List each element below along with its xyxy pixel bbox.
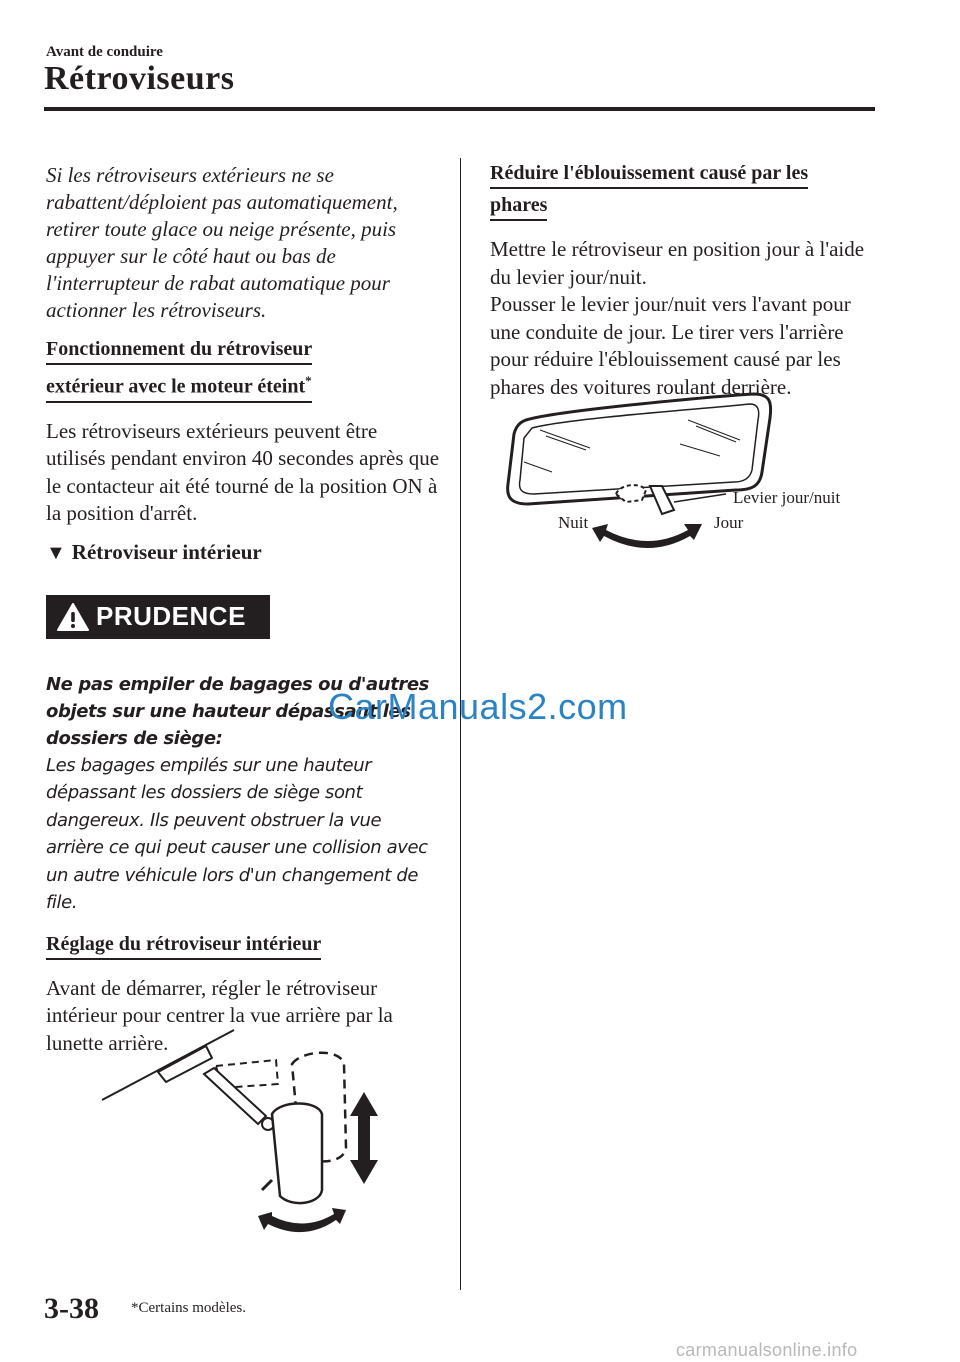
footnote: *Certains modèles. xyxy=(131,1300,246,1316)
watermark: CarManuals2.com xyxy=(328,686,628,727)
glare-paragraph-2: Pousser le levier jour/nuit vers l'avant pour une conduite de jour. Le tirer vers l'arrière pour réduire l'éblouissement causé par les phares des voitures roulant derrière. xyxy=(490,292,851,399)
page-number: 3-38 xyxy=(44,1292,99,1325)
engine-off-paragraph: Les rétroviseurs extérieurs peuvent être utilisés pendant environ 40 secondes après que le contacteur ait été tourné de la position ON à la position d'arrêt. xyxy=(46,418,440,526)
title-rule xyxy=(44,107,875,111)
engine-off-heading xyxy=(46,336,441,406)
section-label: Avant de conduire xyxy=(46,44,163,60)
lever-label: Levier jour/nuit xyxy=(733,488,841,507)
glare-heading-line2: phares xyxy=(490,192,547,221)
site-footer: carmanualsonline.info xyxy=(676,1340,858,1360)
caution-body: Les bagages empilés sur une hauteur dépassant les dossiers de siège sont dangereux. Ils peuvent obstruer la vue arrière ce qui peut causer une collision avec un autre véhicule lors d'un changement de file. xyxy=(46,754,428,914)
engine-off-heading-line2 xyxy=(46,368,312,403)
adjust-heading-block xyxy=(46,931,441,963)
night-label: Nuit xyxy=(558,513,589,532)
interior-mirror-heading-text: Rétroviseur intérieur xyxy=(71,539,262,564)
triangle-bullet-icon: ▼ xyxy=(46,541,66,564)
caution-title: Ne pas empiler de bagages ou d'autres objets sur une hauteur dépassant les dossiers de siège: xyxy=(46,673,429,749)
asterisk-marker: * xyxy=(305,373,312,388)
caution-banner xyxy=(46,595,270,639)
page-title: Rétroviseurs xyxy=(44,60,235,97)
engine-off-heading-text: extérieur avec le moteur éteint xyxy=(46,375,306,398)
engine-off-heading-line1: Fonctionnement du rétroviseur xyxy=(46,336,312,365)
interior-mirror-heading xyxy=(46,540,441,565)
caution-label: PRUDENCE xyxy=(96,601,246,632)
left-column xyxy=(46,162,441,1069)
glare-heading xyxy=(490,160,880,224)
day-label: Jour xyxy=(714,513,744,532)
warning-icon xyxy=(56,602,90,632)
glare-heading-line1: Réduire l'éblouissement causé par les xyxy=(490,160,808,189)
mirror-adjust-figure xyxy=(96,1028,386,1238)
adjust-heading: Réglage du rétroviseur intérieur xyxy=(46,931,321,960)
right-column xyxy=(490,160,880,413)
adjust-paragraph: Avant de démarrer, régler le rétroviseur intérieur pour centrer la vue arrière par la lunette arrière. xyxy=(46,975,393,1055)
glare-paragraph-1: Mettre le rétroviseur en position jour à l'aide du levier jour/nuit. xyxy=(490,237,865,289)
auto-fold-note: Si les rétroviseurs extérieurs ne se rabattent/déploient pas automatiquement, retirer toute glace ou neige présente, puis appuyer sur le côté haut ou bas de l'interrupteur de rabat automatique pour actionner les rétroviseurs. xyxy=(46,163,398,322)
